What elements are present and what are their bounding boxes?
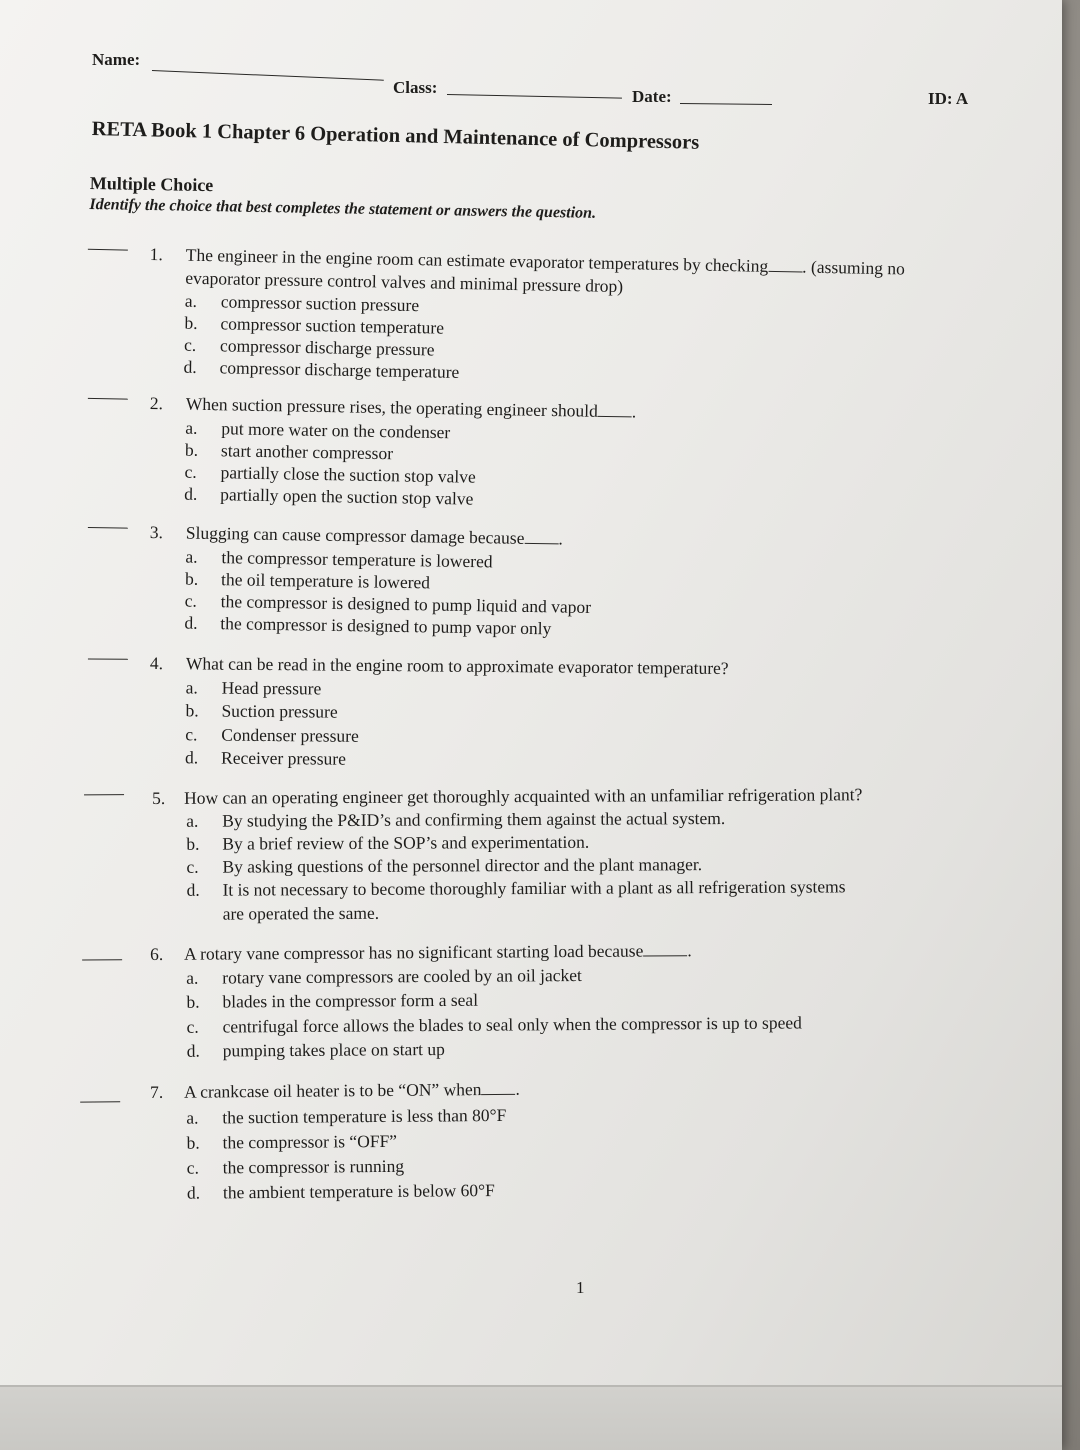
answer-blank-7[interactable] (80, 1101, 120, 1102)
stem-text: . (515, 1078, 520, 1099)
option-text: Suction pressure (221, 700, 338, 722)
option-letter: c. (184, 461, 197, 482)
option-letter: c. (185, 724, 198, 745)
option-letter: b. (185, 700, 199, 721)
worksheet-title: RETA Book 1 Chapter 6 Operation and Maintenance of Compressors (91, 118, 700, 154)
date-field[interactable] (680, 103, 772, 105)
option-text: the compressor is running (222, 1155, 405, 1178)
question-number: 7. (150, 1081, 164, 1102)
option-letter: b. (186, 991, 200, 1012)
option-text: Condenser pressure (221, 724, 359, 746)
inline-blank (768, 257, 802, 273)
option-text: By a brief review of the SOP’s and experimentation. (222, 831, 590, 854)
option-text: are operated the same. (222, 902, 380, 924)
answer-blank-5[interactable] (84, 794, 124, 795)
option-text: compressor discharge temperature (219, 357, 460, 382)
answer-blank-3[interactable] (88, 527, 128, 529)
option-text: compressor discharge pressure (219, 335, 435, 360)
option-letter: a. (186, 967, 199, 988)
option-letter: c. (184, 590, 198, 611)
option-letter: c. (186, 856, 199, 877)
answer-blank-1[interactable] (88, 249, 128, 251)
option-letter: b. (184, 439, 199, 460)
option-text: It is not necessary to become thoroughly familiar with a plant as all refrigeration systems (222, 876, 846, 900)
option-letter: c. (186, 1157, 200, 1178)
option-letter: b. (186, 1132, 200, 1153)
option-letter: d. (184, 747, 199, 768)
question-number: 5. (152, 787, 166, 808)
question-number: 4. (149, 652, 164, 674)
name-field[interactable] (152, 70, 384, 81)
option-letter: a. (186, 1107, 199, 1128)
question-number: 1. (149, 243, 164, 265)
option-text: the compressor temperature is lowered (221, 547, 493, 572)
option-text: start another compressor (220, 440, 394, 464)
name-label: Name: (92, 50, 141, 69)
option-letter: b. (184, 568, 199, 589)
option-text: centrifugal force allows the blades to seal only when the compressor is up to speed (222, 1012, 802, 1037)
stem-text: The engineer in the engine room can estimate evaporator temperatures by checking (185, 244, 769, 276)
inline-blank (481, 1080, 515, 1095)
option-text: partially open the suction stop valve (220, 484, 474, 509)
option-d (1, 1176, 851, 1203)
class-label: Class: (393, 78, 438, 97)
option-text: By asking questions of the personnel director and the plant manager. (222, 854, 703, 877)
question-number: 6. (150, 943, 164, 964)
option-text: the suction temperature is less than 80°F (222, 1104, 507, 1128)
option-text: the oil temperature is lowered (220, 569, 431, 593)
option-letter: a. (184, 290, 198, 311)
option-text: By studying the P&ID’s and confirming them against the actual system. (222, 807, 726, 831)
answer-blank-2[interactable] (88, 398, 128, 400)
option-text: the compressor is “OFF” (222, 1130, 398, 1153)
stem-text: Slugging can cause compressor damage because (185, 522, 525, 548)
stem-text: . (558, 528, 564, 549)
option-letter: b. (184, 312, 198, 333)
option-letter: c. (183, 334, 197, 355)
section-instructions: Identify the choice that best completes the statement or answers the question. (89, 195, 597, 222)
inline-blank (643, 941, 687, 956)
stem-text: How can an operating engineer get thoroughly acquainted with an unfamiliar refrigeration plant? (184, 784, 863, 808)
inline-blank (598, 402, 632, 418)
option-text: Receiver pressure (220, 747, 347, 769)
option-d (0, 745, 849, 769)
option-letter: a. (185, 546, 198, 567)
option-a (0, 1101, 850, 1128)
option-text: partially close the suction stop valve (220, 462, 476, 487)
question-number: 3. (149, 521, 164, 543)
option-c (1, 1151, 851, 1178)
option-b (0, 308, 849, 338)
option-text: the compressor is designed to pump liquid and vapor (220, 591, 592, 617)
option-text: compressor suction pressure (220, 291, 420, 316)
option-text: Head pressure (221, 677, 322, 699)
inline-blank (524, 529, 558, 545)
question-stem (184, 783, 974, 810)
id-label: ID: A (928, 89, 969, 108)
option-letter: d. (184, 483, 198, 504)
option-letter: b. (186, 833, 200, 854)
question-7 (0, 1073, 1062, 1203)
answer-blank-4[interactable] (88, 658, 128, 659)
option-b (0, 698, 850, 722)
question-3 (0, 519, 1062, 639)
stem-text: . (631, 401, 637, 422)
question-5 (0, 782, 1062, 924)
page-fold (0, 1385, 1062, 1450)
question-4 (0, 651, 1062, 769)
option-letter: a. (185, 677, 198, 698)
page-number: 1 (576, 1278, 585, 1297)
option-letter: d. (186, 879, 200, 900)
stem-text: evaporator pressure control valves and minimal pressure drop) (185, 267, 624, 297)
question-1 (0, 240, 1062, 382)
option-text: the compressor is designed to pump vapor only (220, 613, 552, 639)
stem-text: A crankcase oil heater is to be “ON” when (184, 1079, 482, 1102)
option-text: put more water on the condenser (221, 418, 451, 443)
option-letter: c. (186, 1016, 199, 1037)
option-text: the ambient temperature is below 60°F (222, 1179, 495, 1203)
question-2 (0, 389, 1062, 509)
option-c (0, 457, 849, 487)
option-letter: a. (185, 417, 198, 438)
question-6 (0, 937, 1062, 1061)
option-text: compressor suction temperature (220, 313, 445, 338)
option-letter: d. (186, 1040, 200, 1061)
class-field[interactable] (447, 94, 622, 99)
option-text: rotary vane compressors are cooled by an oil jacket (222, 964, 582, 988)
stem-text: What can be read in the engine room to approximate evaporator temperature? (185, 653, 729, 679)
question-number: 2. (149, 392, 164, 414)
section-header (89, 172, 596, 225)
option-letter: d. (186, 1182, 201, 1203)
date-label: Date: (632, 87, 672, 106)
stem-text: . (assuming no (802, 256, 906, 279)
option-letter: d. (183, 356, 197, 377)
answer-blank-6[interactable] (82, 959, 122, 960)
option-c (0, 722, 849, 746)
question-stem (184, 937, 974, 966)
stem-text: A rotary vane compressor has no significant starting load because (184, 940, 644, 964)
option-letter: d. (184, 612, 198, 633)
option-letter: a. (186, 810, 199, 831)
stem-text: When suction pressure rises, the operating engineer should (185, 393, 599, 421)
option-text: blades in the compressor form a seal (222, 989, 479, 1012)
section-title: Multiple Choice (89, 172, 214, 196)
stem-text: . (687, 940, 692, 961)
question-stem (184, 1074, 974, 1104)
option-text: pumping takes place on start up (222, 1038, 445, 1061)
